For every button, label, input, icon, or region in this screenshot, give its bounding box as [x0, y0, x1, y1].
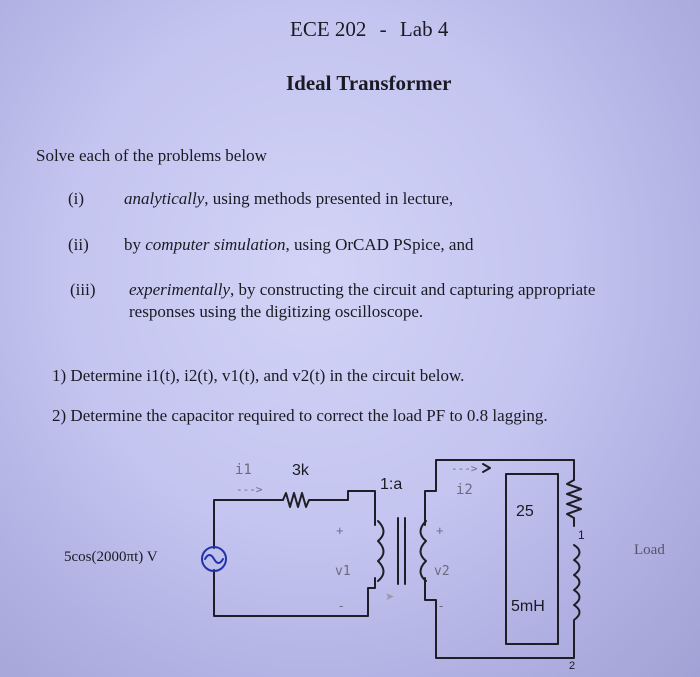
load-resistor	[567, 480, 581, 526]
sine-wave-icon	[205, 555, 223, 563]
node-1-label: 1	[578, 528, 585, 542]
load-resistor-label: 25	[516, 503, 534, 520]
resistor-label: 3k	[292, 462, 309, 479]
i1-arrow: --->	[236, 483, 263, 496]
v2-label: v2	[434, 564, 450, 579]
method-emphasis-3: experimentally	[129, 280, 231, 299]
course-code: ECE 202	[290, 17, 367, 41]
resistor-3k	[283, 493, 311, 507]
method-pre-2: by	[124, 235, 146, 254]
i1-label: i1	[235, 462, 252, 478]
method-emphasis-1: analytically	[124, 189, 205, 208]
method-emphasis-2: computer simulation	[145, 235, 286, 254]
v1-plus: +	[336, 523, 344, 538]
wire-secondary-top	[425, 460, 574, 525]
wire-top-right	[311, 491, 375, 525]
source-label: 5cos(2000πt) V	[64, 549, 158, 565]
method-rest-3: , by constructing the circuit and capturing appropriate	[230, 280, 596, 299]
intro-text: Solve each of the problems below	[36, 146, 267, 165]
i2-label: i2	[456, 482, 473, 498]
method-number-2: (ii)	[68, 235, 89, 254]
page-subtitle: Ideal Transformer	[286, 71, 452, 95]
i2-arrow-head	[483, 464, 490, 472]
node-2-label: 2	[569, 660, 576, 672]
method-number-3: (iii)	[70, 280, 96, 299]
wire-secondary-bottom	[425, 578, 574, 658]
lab-number: Lab 4	[399, 17, 449, 41]
method-rest-1: , using methods presented in lecture,	[204, 189, 454, 208]
method-text-3-line2: responses using the digitizing oscilloscope.	[129, 302, 424, 321]
primary-coil	[378, 521, 384, 581]
secondary-coil	[421, 521, 427, 581]
load-label: Load	[634, 542, 665, 558]
i2-arrow: --->	[451, 462, 478, 475]
problem-2: 2) Determine the capacitor required to correct the load PF to 0.8 lagging.	[52, 406, 548, 425]
v1-label: v1	[335, 564, 351, 579]
v2-plus: +	[436, 523, 444, 538]
load-inductor-label: 5mH	[511, 598, 545, 615]
load-box	[506, 474, 558, 644]
wire-top-left	[214, 500, 283, 548]
cursor-icon: ➤	[385, 591, 395, 603]
load-inductor	[574, 545, 580, 640]
problem-1: 1) Determine i1(t), i2(t), v1(t), and v2(t) in the circuit below.	[52, 366, 465, 385]
ratio-label: 1:a	[380, 476, 403, 493]
title-dash: -	[379, 17, 387, 41]
method-rest-2: , using OrCAD PSpice, and	[285, 235, 474, 254]
wire-bottom-left	[214, 570, 375, 616]
method-number-1: (i)	[68, 189, 85, 208]
v1-minus: -	[339, 598, 344, 613]
v2-minus: -	[439, 598, 444, 613]
